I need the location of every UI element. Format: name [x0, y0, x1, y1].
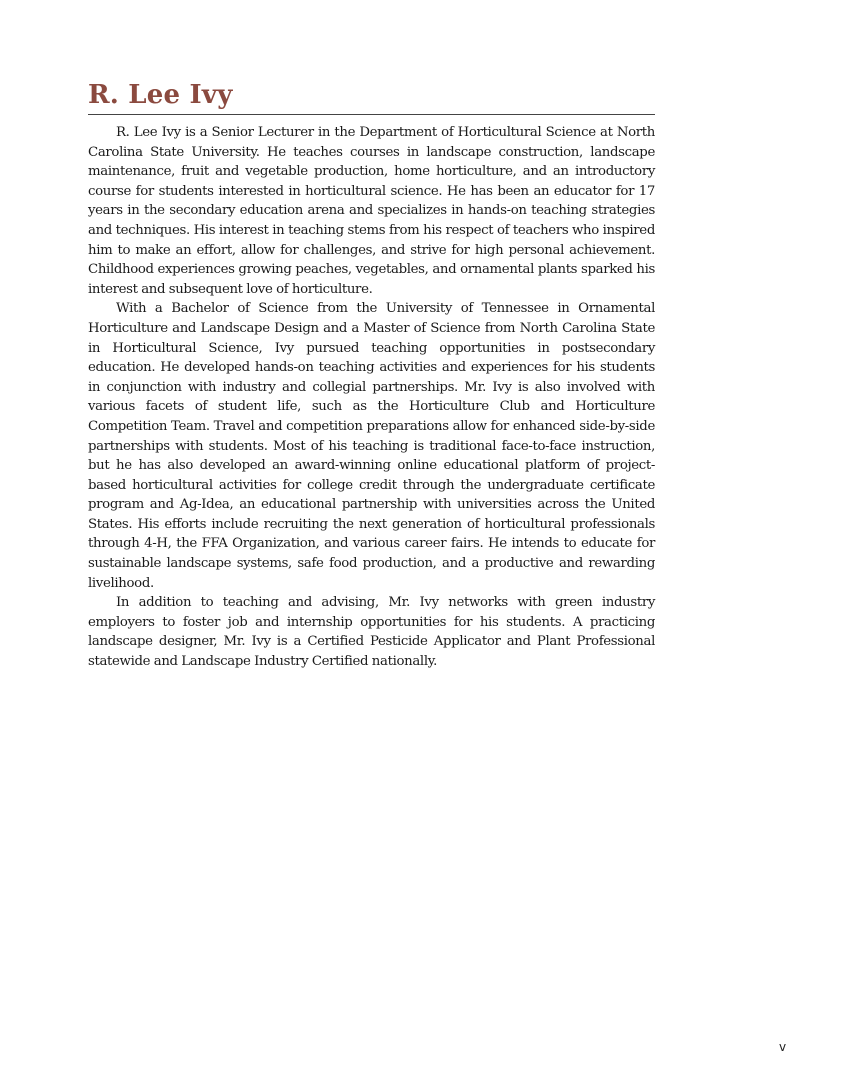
- biography-page: [88, 79, 655, 672]
- page-number: v: [779, 1040, 787, 1054]
- paragraph-teaching-background: R. Lee Ivy is a Senior Lecturer in the Department of Horticultural Science at North Carolina State University. He teaches courses in landscape construction, landscape maintenance, fruit and vegetable production, home horticulture, and an introductory course for students interested in horticultural science. He has been an educator for 17 years in the secondary education arena and specializes in hands-on teaching strategies and techniques. His interest in teaching stems from his respect of teachers who inspired him to make an effort, allow for challenges, and strive for high personal achievement. Childhood experiences growing peaches, vegetables, and ornamental plants sparked his interest and subsequent love of horticulture.: [88, 125, 655, 297]
- page-title: R. Lee Ivy: [88, 79, 655, 115]
- biography-body: [88, 123, 655, 672]
- paragraph-industry-networking: In addition to teaching and advising, Mr. Ivy networks with green industry employers to foster job and internship opportunities for his students. A practicing landscape designer, Mr. Ivy is a Certified Pesticide Applicator and Plant Professional statewide and Landscape Industry Certified nationally.: [88, 595, 655, 670]
- paragraph-education-and-activities: With a Bachelor of Science from the University of Tennessee in Ornamental Horticulture and Landscape Design and a Master of Science from North Carolina State in Horticultural Science, Ivy pursued teaching opportunities in postsecondary education. He developed hands-on teaching activities and experiences for his students in conjunction with industry and collegial partnerships. Mr. Ivy is also involved with various facets of student life, such as the Horticulture Club and Horticulture Competition Team. Travel and competition preparations allow for enhanced side-by-side partnerships with students. Most of his teaching is traditional face-to-face instruction, but he has also developed an award-winning online educational platform of project-based horticultural activities for college credit through the undergraduate certificate program and Ag-Idea, an educational partnership with universities across the United States. His efforts include recruiting the next generation of horticultural professionals through 4-H, the FFA Organization, and various career fairs. He intends to educate for sustainable landscape systems, safe food production, and a productive and rewarding livelihood.: [88, 301, 655, 591]
